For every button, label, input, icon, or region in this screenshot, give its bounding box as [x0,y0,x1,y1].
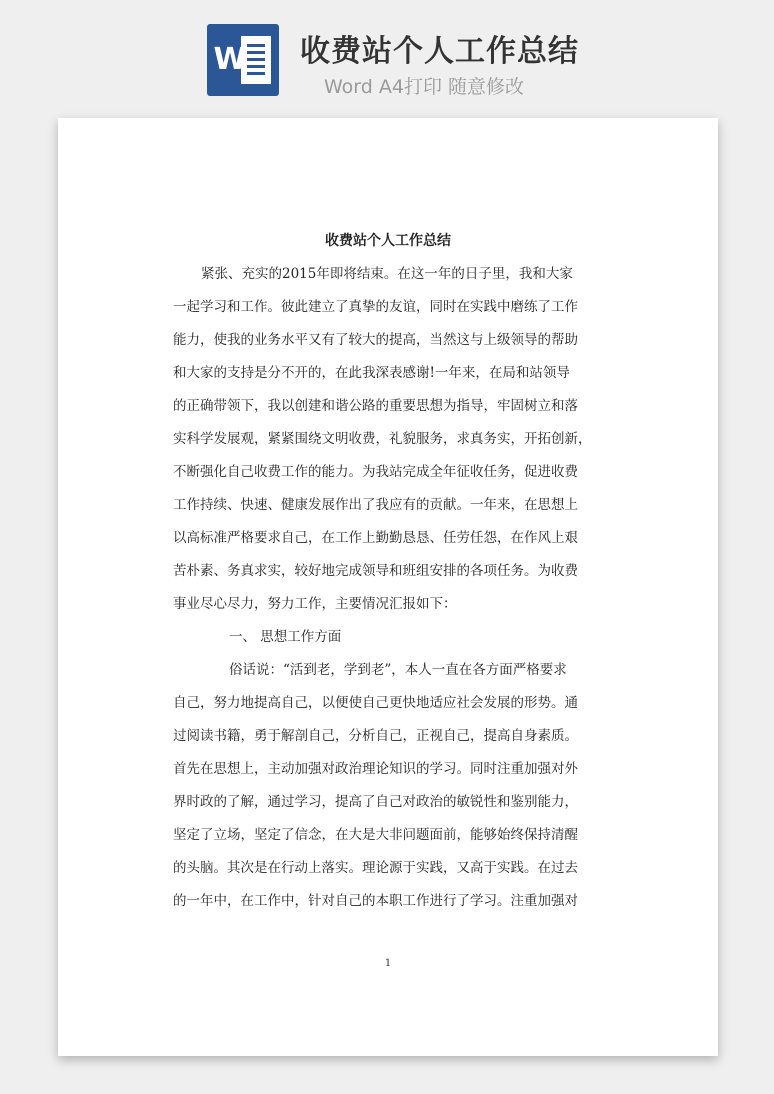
text-line: 的一年中，在工作中，针对自己的本职工作进行了学习。注重加强对 [173,893,578,909]
document-page [58,118,718,1056]
text-line: 工作持续、快速、健康发展作出了我应有的贡献。一年来，在思想上 [173,497,578,513]
word-document-icon [207,24,279,96]
text-line: 俗话说：“活到老，学到老”，本人一直在各方面严格要求 [229,662,567,678]
text-line: 界时政的了解，通过学习，提高了自己对政治的敏锐性和鉴别能力， [173,794,578,810]
text-line: 的正确带领下，我以创建和谐公路的重要思想为指导，牢固树立和落 [173,398,578,414]
banner-subtitle: Word A4打印 随意修改 [324,76,525,98]
banner-title: 收费站个人工作总结 [300,34,579,69]
text-line: 坚定了立场，坚定了信念，在大是大非问题面前，能够始终保持清醒 [173,827,578,843]
text-line: 过阅读书籍，勇于解剖自己，分析自己，正视自己，提高自身素质。 [173,728,578,744]
text-line: 自己，努力地提高自己，以便使自己更快地适应社会发展的形势。通 [173,695,578,711]
text-line: 事业尽心尽力，努力工作，主要情况汇报如下： [173,596,457,612]
text-line: 首先在思想上，主动加强对政治理论知识的学习。同时注重加强对外 [173,761,578,777]
text-line: 苦朴素、务真求实，较好地完成领导和班组安排的各项任务。为收费 [173,563,578,579]
section-heading: 一、 思想工作方面 [229,629,342,645]
text-line: 一起学习和工作。彼此建立了真挚的友谊，同时在实践中磨练了工作 [173,299,578,315]
text-line: 不断强化自己收费工作的能力。为我站完成全年征收任务，促进收费 [173,464,578,480]
text-line: 实科学发展观，紧紧围绕文明收费，礼貌服务，求真务实，开拓创新， [173,431,592,447]
text-line: 以高标准严格要求自己，在工作上勤勤恳恳、任劳任怨，在作风上艰 [173,530,578,546]
document-title: 收费站个人工作总结 [325,233,451,249]
text-line: 能力，使我的业务水平又有了较大的提高，当然这与上级领导的帮助 [173,332,578,348]
header-banner [0,0,774,115]
text-line: 紧张、充实的2015年即将结束。在这一年的日子里，我和大家 [201,266,573,282]
text-line: 和大家的支持是分不开的，在此我深表感谢!一年来，在局和站领导 [173,365,570,381]
page-number: 1 [384,958,392,969]
text-line: 的头脑。其次是在行动上落实。理论源于实践，又高于实践。在过去 [173,860,578,876]
word-icon-letter: W [213,42,247,77]
